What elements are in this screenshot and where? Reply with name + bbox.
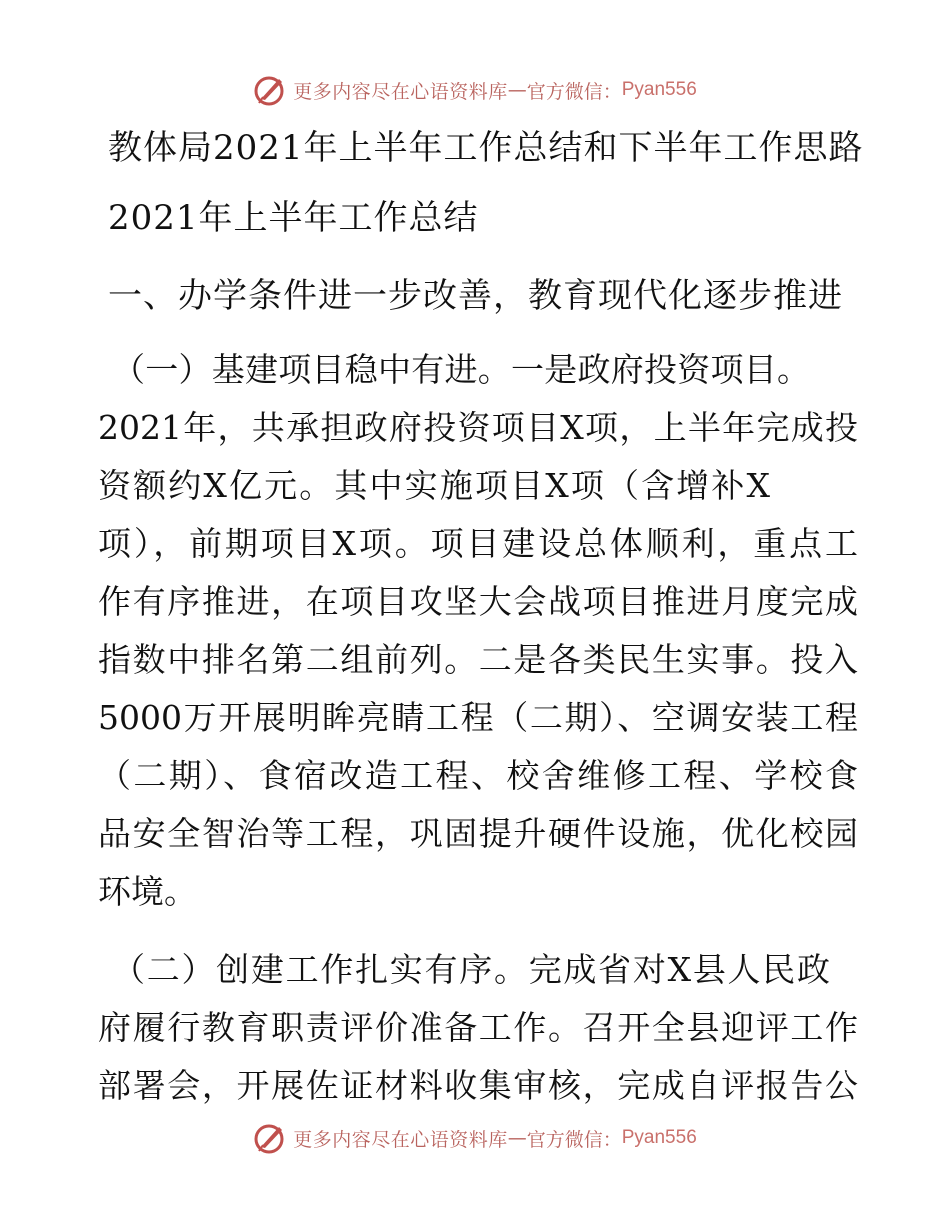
watermark-dash: — bbox=[507, 1127, 527, 1149]
paragraph-line: 部署会，开展佐证材料收集审核，完成自评报告公 bbox=[98, 1066, 858, 1105]
feather-logo-icon bbox=[253, 73, 287, 107]
paragraph-line: （二）创建工作扎实有序。完成省对X县人民政 bbox=[112, 950, 830, 989]
watermark-dash: — bbox=[507, 79, 527, 101]
footer-watermark bbox=[0, 1118, 950, 1158]
paragraph-line: 作有序推进，在项目攻坚大会战项目推进月度完成 bbox=[98, 582, 858, 621]
watermark-site-text: 更多内容尽在心语资料库 bbox=[293, 1128, 508, 1151]
document-title: 教体局2021年上半年工作总结和下半年工作思路 bbox=[108, 128, 864, 168]
section-heading: 一、办学条件进一步改善，教育现代化逐步推进 bbox=[108, 276, 843, 316]
section-subtitle: 2021年上半年工作总结 bbox=[108, 198, 479, 238]
paragraph-line: 项），前期项目X项。项目建设总体顺利，重点工 bbox=[98, 524, 858, 563]
paragraph-line: 品安全智治等工程，巩固提升硬件设施，优化校园 bbox=[98, 814, 858, 853]
watermark-site-text: 更多内容尽在心语资料库 bbox=[293, 80, 508, 103]
watermark-label: 官方微信： bbox=[526, 1128, 622, 1151]
paragraph-line: 资额约X亿元。其中实施项目X项（含增补X bbox=[98, 466, 770, 505]
paragraph-line: 5000万开展明眸亮睛工程（二期）、空调安装工程 bbox=[98, 698, 858, 737]
paragraph-line: 环境。 bbox=[98, 872, 197, 911]
feather-logo-icon bbox=[253, 1121, 287, 1155]
watermark-handle: Pyan556 bbox=[621, 1127, 697, 1148]
paragraph-line: 府履行教育职责评价准备工作。召开全县迎评工作 bbox=[98, 1008, 858, 1047]
paragraph-line: 2021年，共承担政府投资项目X项，上半年完成投 bbox=[98, 408, 858, 447]
watermark-handle: Pyan556 bbox=[621, 79, 697, 100]
paragraph-line: （一）基建项目稳中有进。一是政府投资项目。 bbox=[112, 350, 810, 389]
paragraph-line: 指数中排名第二组前列。二是各类民生实事。投入 bbox=[98, 640, 858, 679]
paragraph-line: （二期）、食宿改造工程、校舍维修工程、学校食 bbox=[98, 756, 858, 795]
header-watermark bbox=[0, 70, 950, 110]
watermark-label: 官方微信： bbox=[526, 80, 622, 103]
